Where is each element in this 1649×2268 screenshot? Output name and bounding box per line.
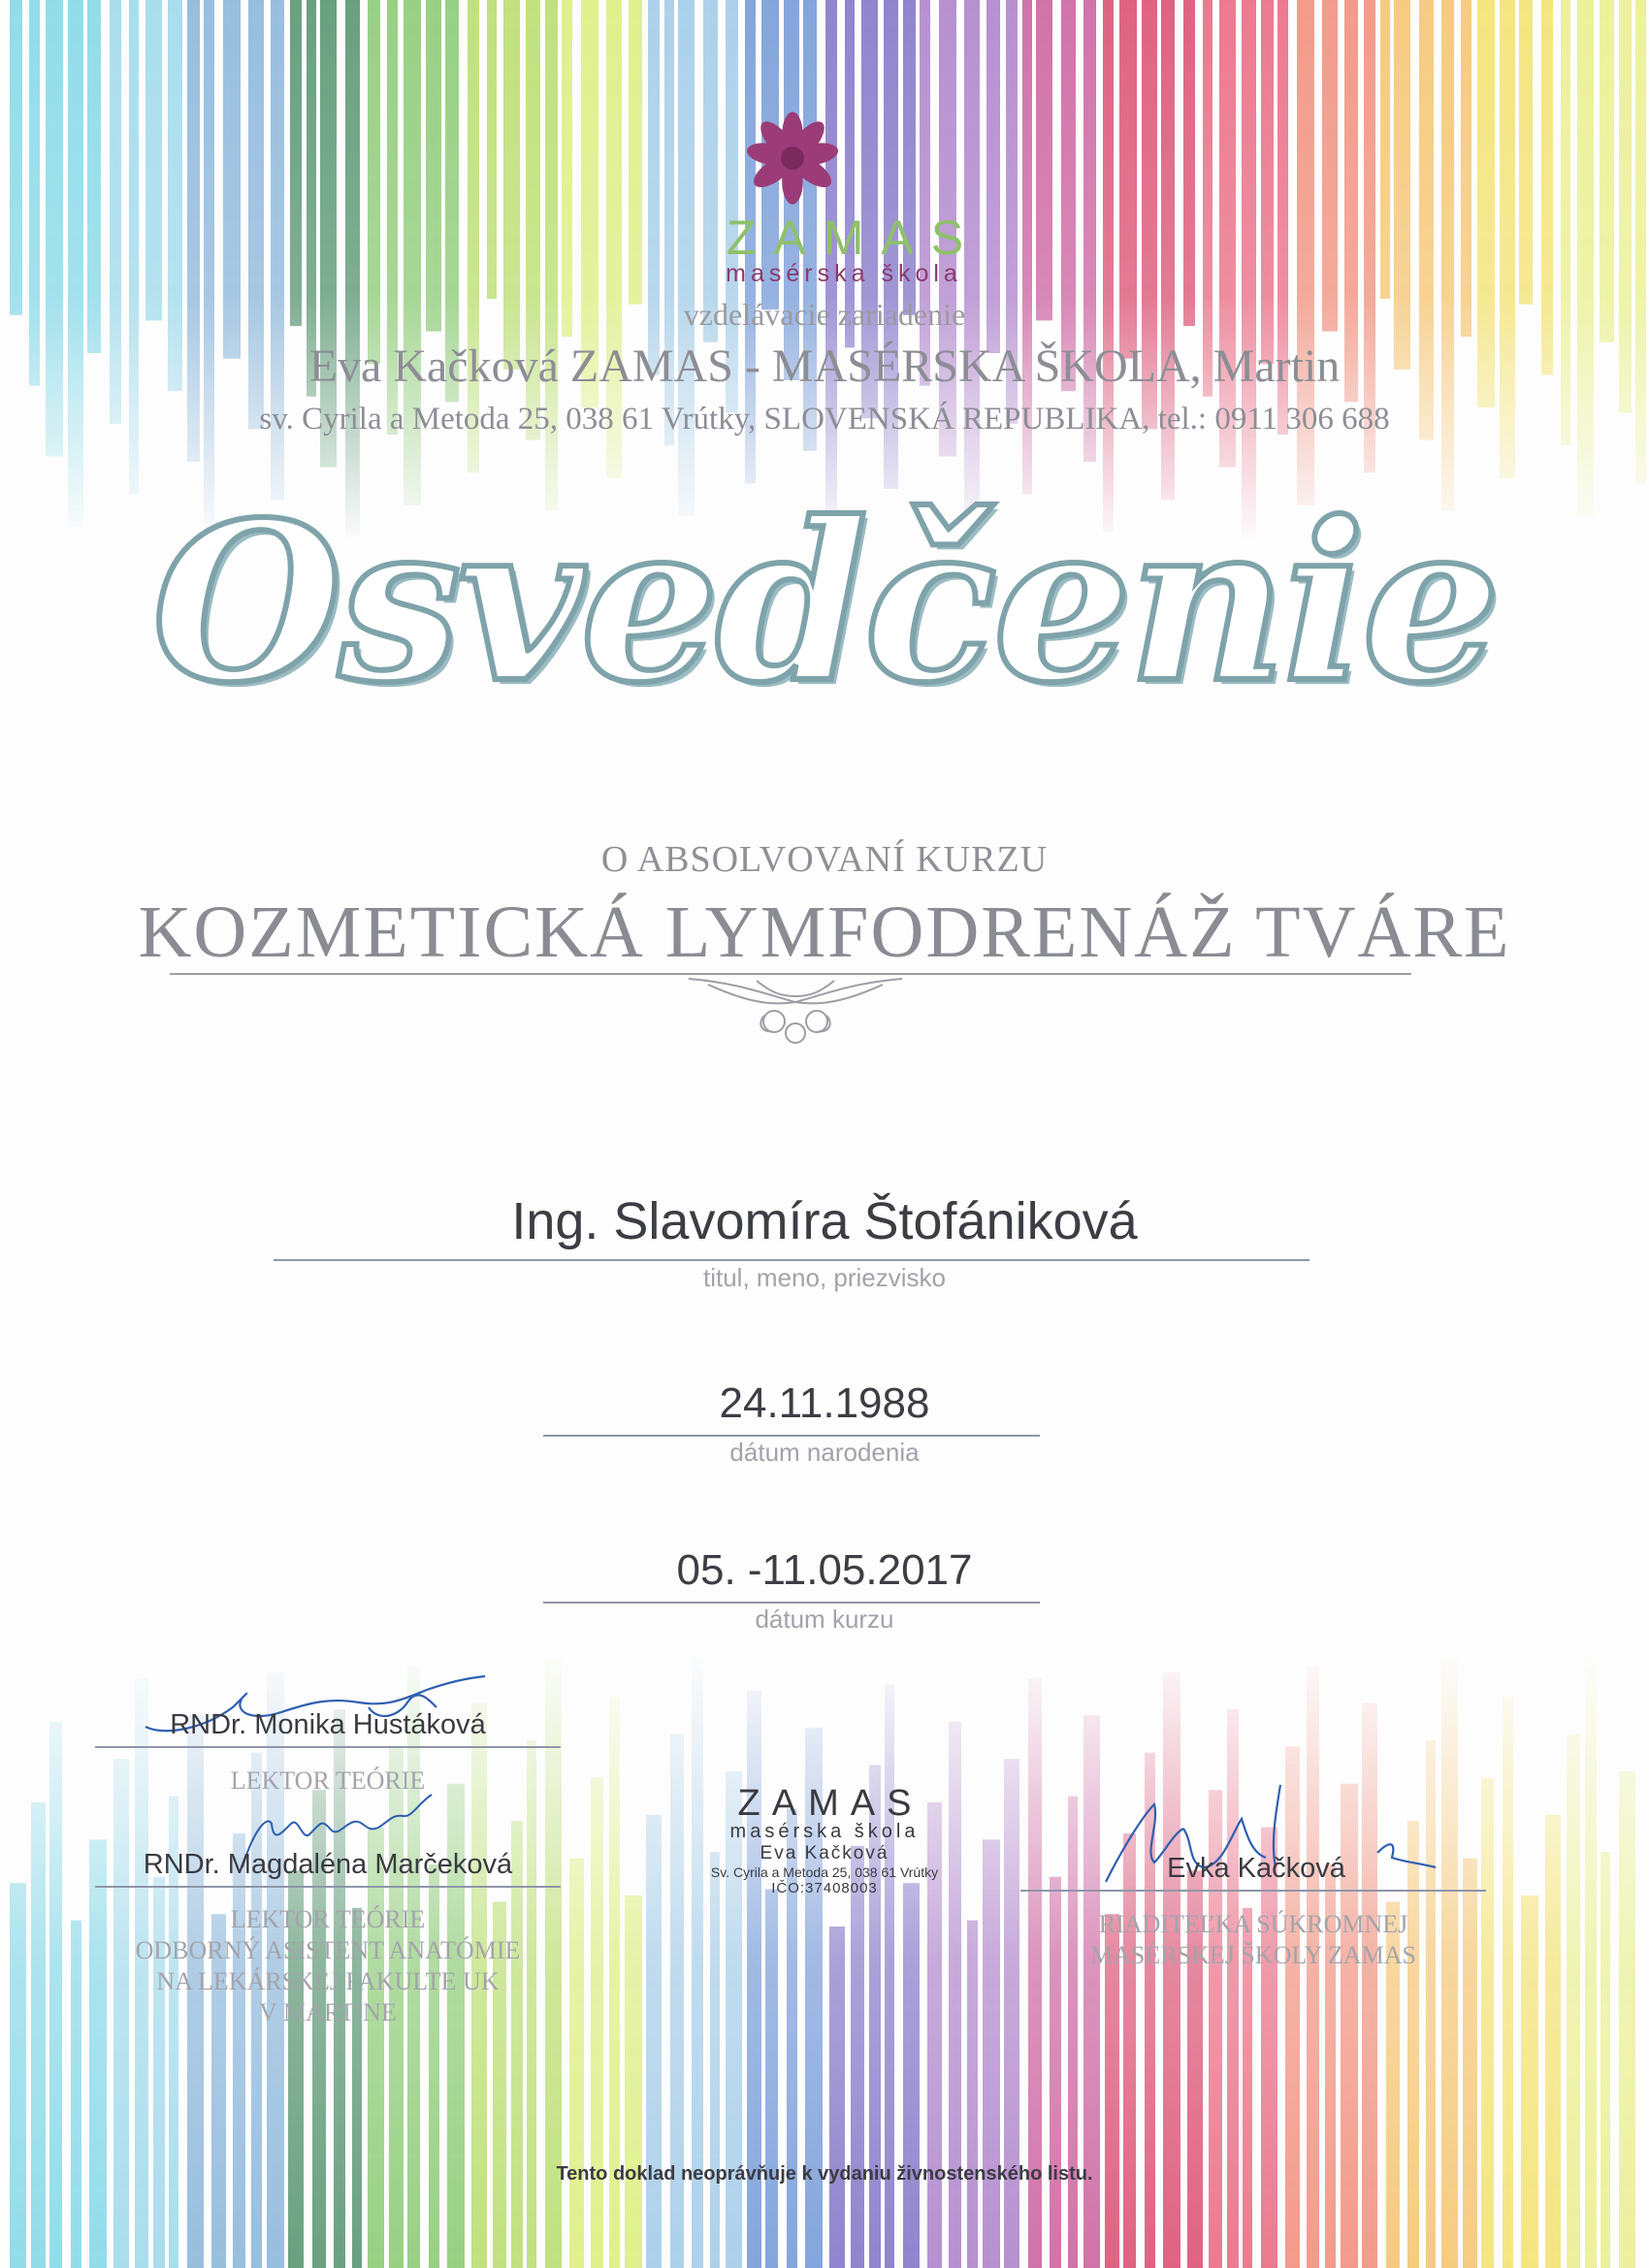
- rainbow-stripe: [1481, 1777, 1494, 2268]
- rainbow-stripe: [1545, 1815, 1561, 2268]
- rainbow-stripe: [569, 1859, 584, 2268]
- school-stamp: [621, 1783, 1028, 1896]
- holder-name-line: [274, 1259, 1310, 1261]
- course-name: KOZMETICKÁ LYMFODRENÁŽ TVÁRE: [138, 891, 1511, 973]
- course-date-line: [543, 1602, 1040, 1604]
- rainbow-stripe: [591, 1777, 603, 2268]
- rainbow-stripe: [1521, 1895, 1538, 2268]
- stamp-ico: IČO:37408003: [771, 1880, 878, 1896]
- rainbow-stripe: [233, 1833, 245, 2268]
- brand-zamas: ZAMAS: [726, 211, 982, 265]
- rainbow-stripe: [710, 1852, 720, 2268]
- certificate-title: Osvedčenie: [151, 475, 1498, 731]
- rainbow-stripe: [829, 1927, 845, 2268]
- signatory-2-role-line: NA LEKÁRSKEJ FAKULTE UK: [156, 1967, 500, 1995]
- signatory-3-role: [1020, 1909, 1486, 1971]
- course-date-caption: dátum kurzu: [755, 1604, 894, 1634]
- birth-date: 24.11.1988: [719, 1379, 930, 1427]
- birth-date-line: [543, 1435, 1040, 1437]
- rainbow-stripe: [1567, 1734, 1580, 2268]
- ornament-icon: [679, 973, 912, 1051]
- rainbow-stripe: [49, 1722, 62, 2268]
- signatory-3-name: Evka Kačková: [1167, 1853, 1345, 1884]
- rainbow-stripe: [31, 1802, 46, 2268]
- birth-date-caption: dátum narodenia: [729, 1438, 920, 1467]
- stamp-brand: ZAMAS: [737, 1783, 923, 1824]
- rainbow-stripe: [903, 1883, 920, 2268]
- certificate-subtitle: O ABSOLVOVANÍ KURZU: [600, 839, 1049, 880]
- signatory-3-line: [1020, 1890, 1486, 1892]
- course-date: 05. -11.05.2017: [676, 1546, 973, 1594]
- stamp-address: Sv. Cyrila a Metoda 25, 038 61 Vrútky: [710, 1864, 939, 1880]
- rainbow-stripe: [1619, 1771, 1635, 2268]
- rainbow-stripe: [967, 1921, 978, 2268]
- facility-type: vzdelávacie zariadenie: [683, 297, 966, 332]
- rainbow-stripe: [625, 1895, 642, 2268]
- signatory-2-role-line: ODBORNÝ ASISTENT ANATÓMIE: [135, 1936, 521, 1964]
- signatory-1-name: RNDr. Monika Hustáková: [170, 1709, 486, 1740]
- holder-name: Ing. Slavomíra Štofániková: [511, 1192, 1138, 1250]
- signatory-2-role-line: V MARTINE: [259, 1998, 397, 2026]
- signatory-1-line: [95, 1746, 561, 1748]
- signatory-3-role-line: RIADITEĽKA SÚKROMNEJ: [1098, 1910, 1408, 1938]
- stamp-school: masérska škola: [729, 1821, 920, 1842]
- holder-name-caption: titul, meno, priezvisko: [703, 1263, 946, 1292]
- rainbow-stripe: [765, 1890, 778, 2268]
- rainbow-stripe: [1203, 0, 1212, 397]
- rainbow-stripe: [703, 0, 718, 342]
- signatory-1-role: LEKTOR TEÓRIE: [230, 1766, 426, 1795]
- signatory-2-role: [95, 1904, 561, 2028]
- rainbow-stripe: [983, 1839, 1000, 2268]
- footer-note: Tento doklad neoprávňuje k vydaniu živnostenského listu.: [556, 2163, 1093, 2185]
- rainbow-stripe: [10, 1883, 26, 2268]
- signatory-2-role-line: LEKTOR TEÓRIE: [230, 1905, 426, 1933]
- signatory-3-role-line: MASÉRSKEJ ŠKOLY ZAMAS: [1090, 1941, 1416, 1969]
- flower-logo-icon: [729, 105, 856, 211]
- rainbow-stripe: [1600, 0, 1614, 342]
- signatory-2-name: RNDr. Magdaléna Marčeková: [143, 1849, 513, 1880]
- rainbow-stripe: [71, 1921, 81, 2268]
- institution-address: sv. Cyrila a Metoda 25, 038 61 Vrútky, SLOVENSKÁ REPUBLIKA, tel.: 0911 306 688: [259, 402, 1390, 437]
- institution-name: Eva Kačková ZAMAS - MASÉRSKA ŠKOLA, Martin: [308, 340, 1341, 392]
- stamp-owner: Eva Kačková: [760, 1843, 889, 1863]
- rainbow-stripe: [851, 1846, 864, 2268]
- rainbow-stripe: [511, 1821, 523, 2268]
- rainbow-stripe: [1600, 1852, 1610, 2268]
- signatory-2-line: [95, 1886, 561, 1888]
- rainbow-stripe: [307, 0, 316, 397]
- brand-school: masérska škola: [726, 260, 962, 287]
- rainbow-stripe: [368, 1828, 384, 2268]
